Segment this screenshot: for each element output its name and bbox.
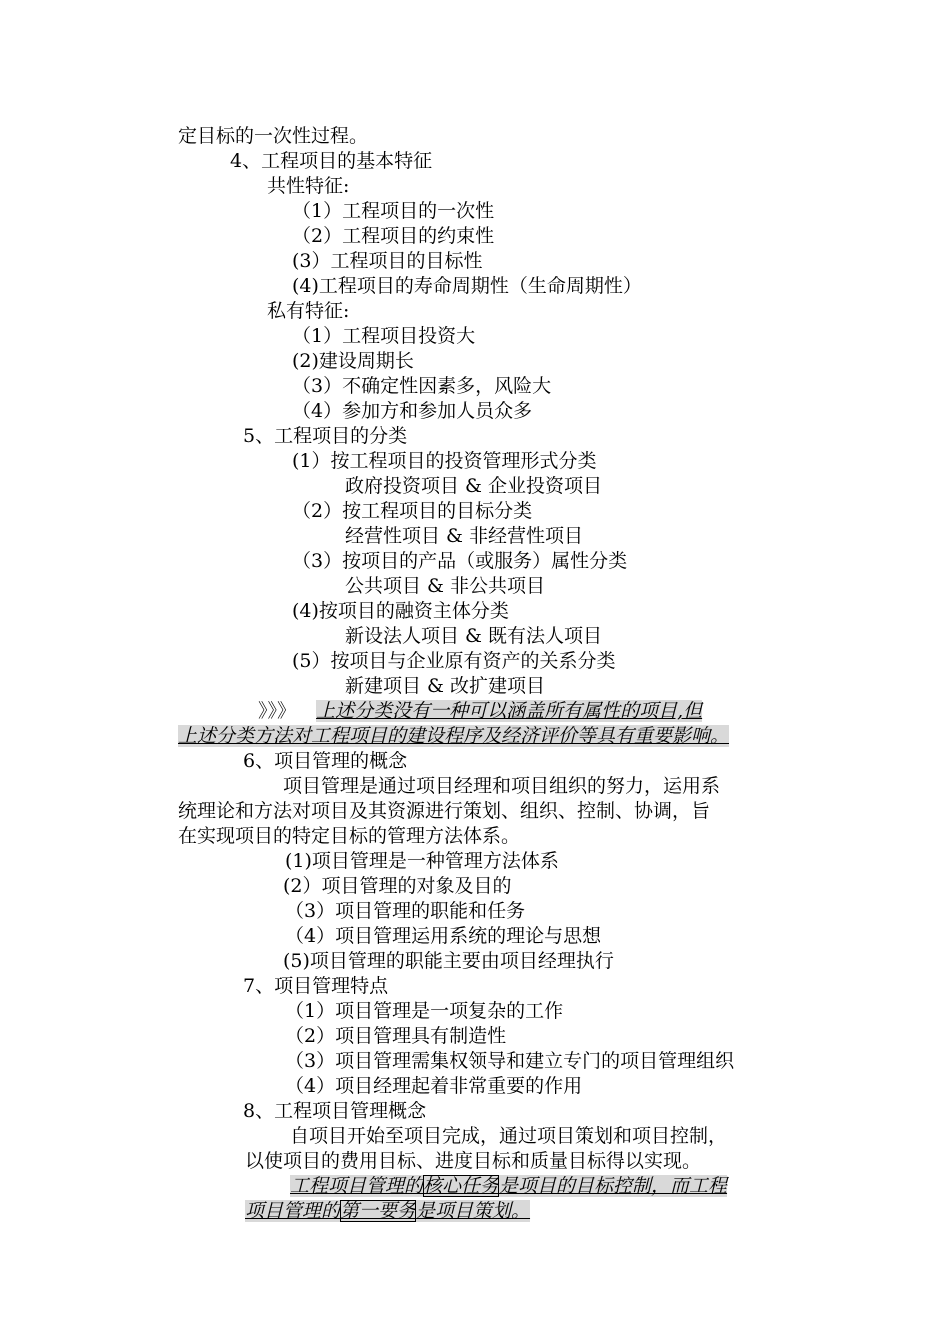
list-item: (5）按项目与企业原有资产的关系分类 — [292, 650, 616, 672]
list-item: (2)建设周期长 — [292, 350, 414, 372]
list-subitem: 新建项目 & 改扩建项目 — [345, 675, 545, 697]
section-heading-8: 8、工程项目管理概念 — [243, 1100, 427, 1122]
list-item: （1）工程项目的一次性 — [292, 200, 495, 222]
section-heading-4: 4、工程项目的基本特征 — [230, 150, 433, 172]
list-item: （2）工程项目的约束性 — [292, 225, 495, 247]
list-item: （1）工程项目投资大 — [292, 325, 476, 347]
list-item: (4)按项目的融资主体分类 — [292, 600, 509, 622]
list-item: （3）按项目的产品（或服务）属性分类 — [292, 550, 628, 572]
highlighted-note: 上述分类没有一种可以涵盖所有属性的项目,但 — [316, 700, 703, 722]
highlighted-text: 工程项目管理的 — [290, 1175, 424, 1197]
section-heading-6: 6、项目管理的概念 — [243, 750, 408, 772]
list-item: （2）按工程项目的目标分类 — [292, 500, 533, 522]
list-item: （3）不确定性因素多，风险大 — [292, 375, 552, 397]
note-marker: 》》》 — [258, 700, 297, 722]
paragraph-line: 自项目开始至项目完成，通过项目策划和项目控制， — [290, 1125, 728, 1147]
subheading-common-features: 共性特征: — [267, 175, 350, 197]
list-item: (2）项目管理的对象及目的 — [283, 875, 512, 897]
paragraph-line: 项目管理是通过项目经理和项目组织的努力，运用系 — [283, 775, 721, 797]
highlighted-text: 项目管理的 — [245, 1200, 341, 1222]
note-line — [258, 699, 702, 724]
paragraph-line: 在实现项目的特定目标的管理方法体系。 — [178, 825, 521, 847]
list-subitem: 政府投资项目 & 企业投资项目 — [345, 475, 602, 497]
list-item: (1）按工程项目的投资管理形式分类 — [292, 450, 597, 472]
highlighted-text: 是项目策划。 — [416, 1200, 531, 1222]
highlighted-line — [290, 1174, 727, 1199]
list-item: （4）项目经理起着非常重要的作用 — [285, 1075, 583, 1097]
list-subitem: 经营性项目 & 非经营性项目 — [345, 525, 583, 547]
section-heading-7: 7、项目管理特点 — [243, 975, 389, 997]
section-heading-5: 5、工程项目的分类 — [243, 425, 408, 447]
list-item: （2）项目管理具有制造性 — [285, 1025, 507, 1047]
list-item: （4）参加方和参加人员众多 — [292, 400, 533, 422]
note-line-continued — [178, 724, 729, 749]
boxed-term-core-task: 核心任务 — [423, 1175, 500, 1197]
list-item: (1)项目管理是一种管理方法体系 — [285, 850, 559, 872]
list-item: （4）项目管理运用系统的理论与思想 — [285, 925, 602, 947]
list-item: (4)工程项目的寿命周期性（生命周期性） — [292, 275, 642, 297]
highlighted-line — [245, 1199, 530, 1224]
list-item: (5)项目管理的职能主要由项目经理执行 — [283, 950, 614, 972]
text-line: 定目标的一次性过程。 — [178, 125, 369, 147]
list-item: （3）项目管理需集权领导和建立专门的项目管理组织 — [285, 1050, 735, 1072]
highlighted-text: 是项目的目标控制，而工程 — [499, 1175, 728, 1197]
boxed-term-first-priority: 第一要务 — [340, 1200, 417, 1222]
list-item: （3）项目管理的职能和任务 — [285, 900, 526, 922]
paragraph-line: 统理论和方法对项目及其资源进行策划、组织、控制、协调，旨 — [178, 800, 711, 822]
highlighted-note: 上述分类方法对工程项目的建设程序及经济评价等具有重要影响。 — [178, 725, 730, 747]
paragraph-line: 以使项目的费用目标、进度目标和质量目标得以实现。 — [245, 1150, 702, 1172]
list-subitem: 新设法人项目 & 既有法人项目 — [345, 625, 602, 647]
list-item: (3）工程项目的目标性 — [292, 250, 483, 272]
list-subitem: 公共项目 & 非公共项目 — [345, 575, 545, 597]
list-item: （1）项目管理是一项复杂的工作 — [285, 1000, 564, 1022]
subheading-private-features: 私有特征: — [267, 300, 350, 322]
